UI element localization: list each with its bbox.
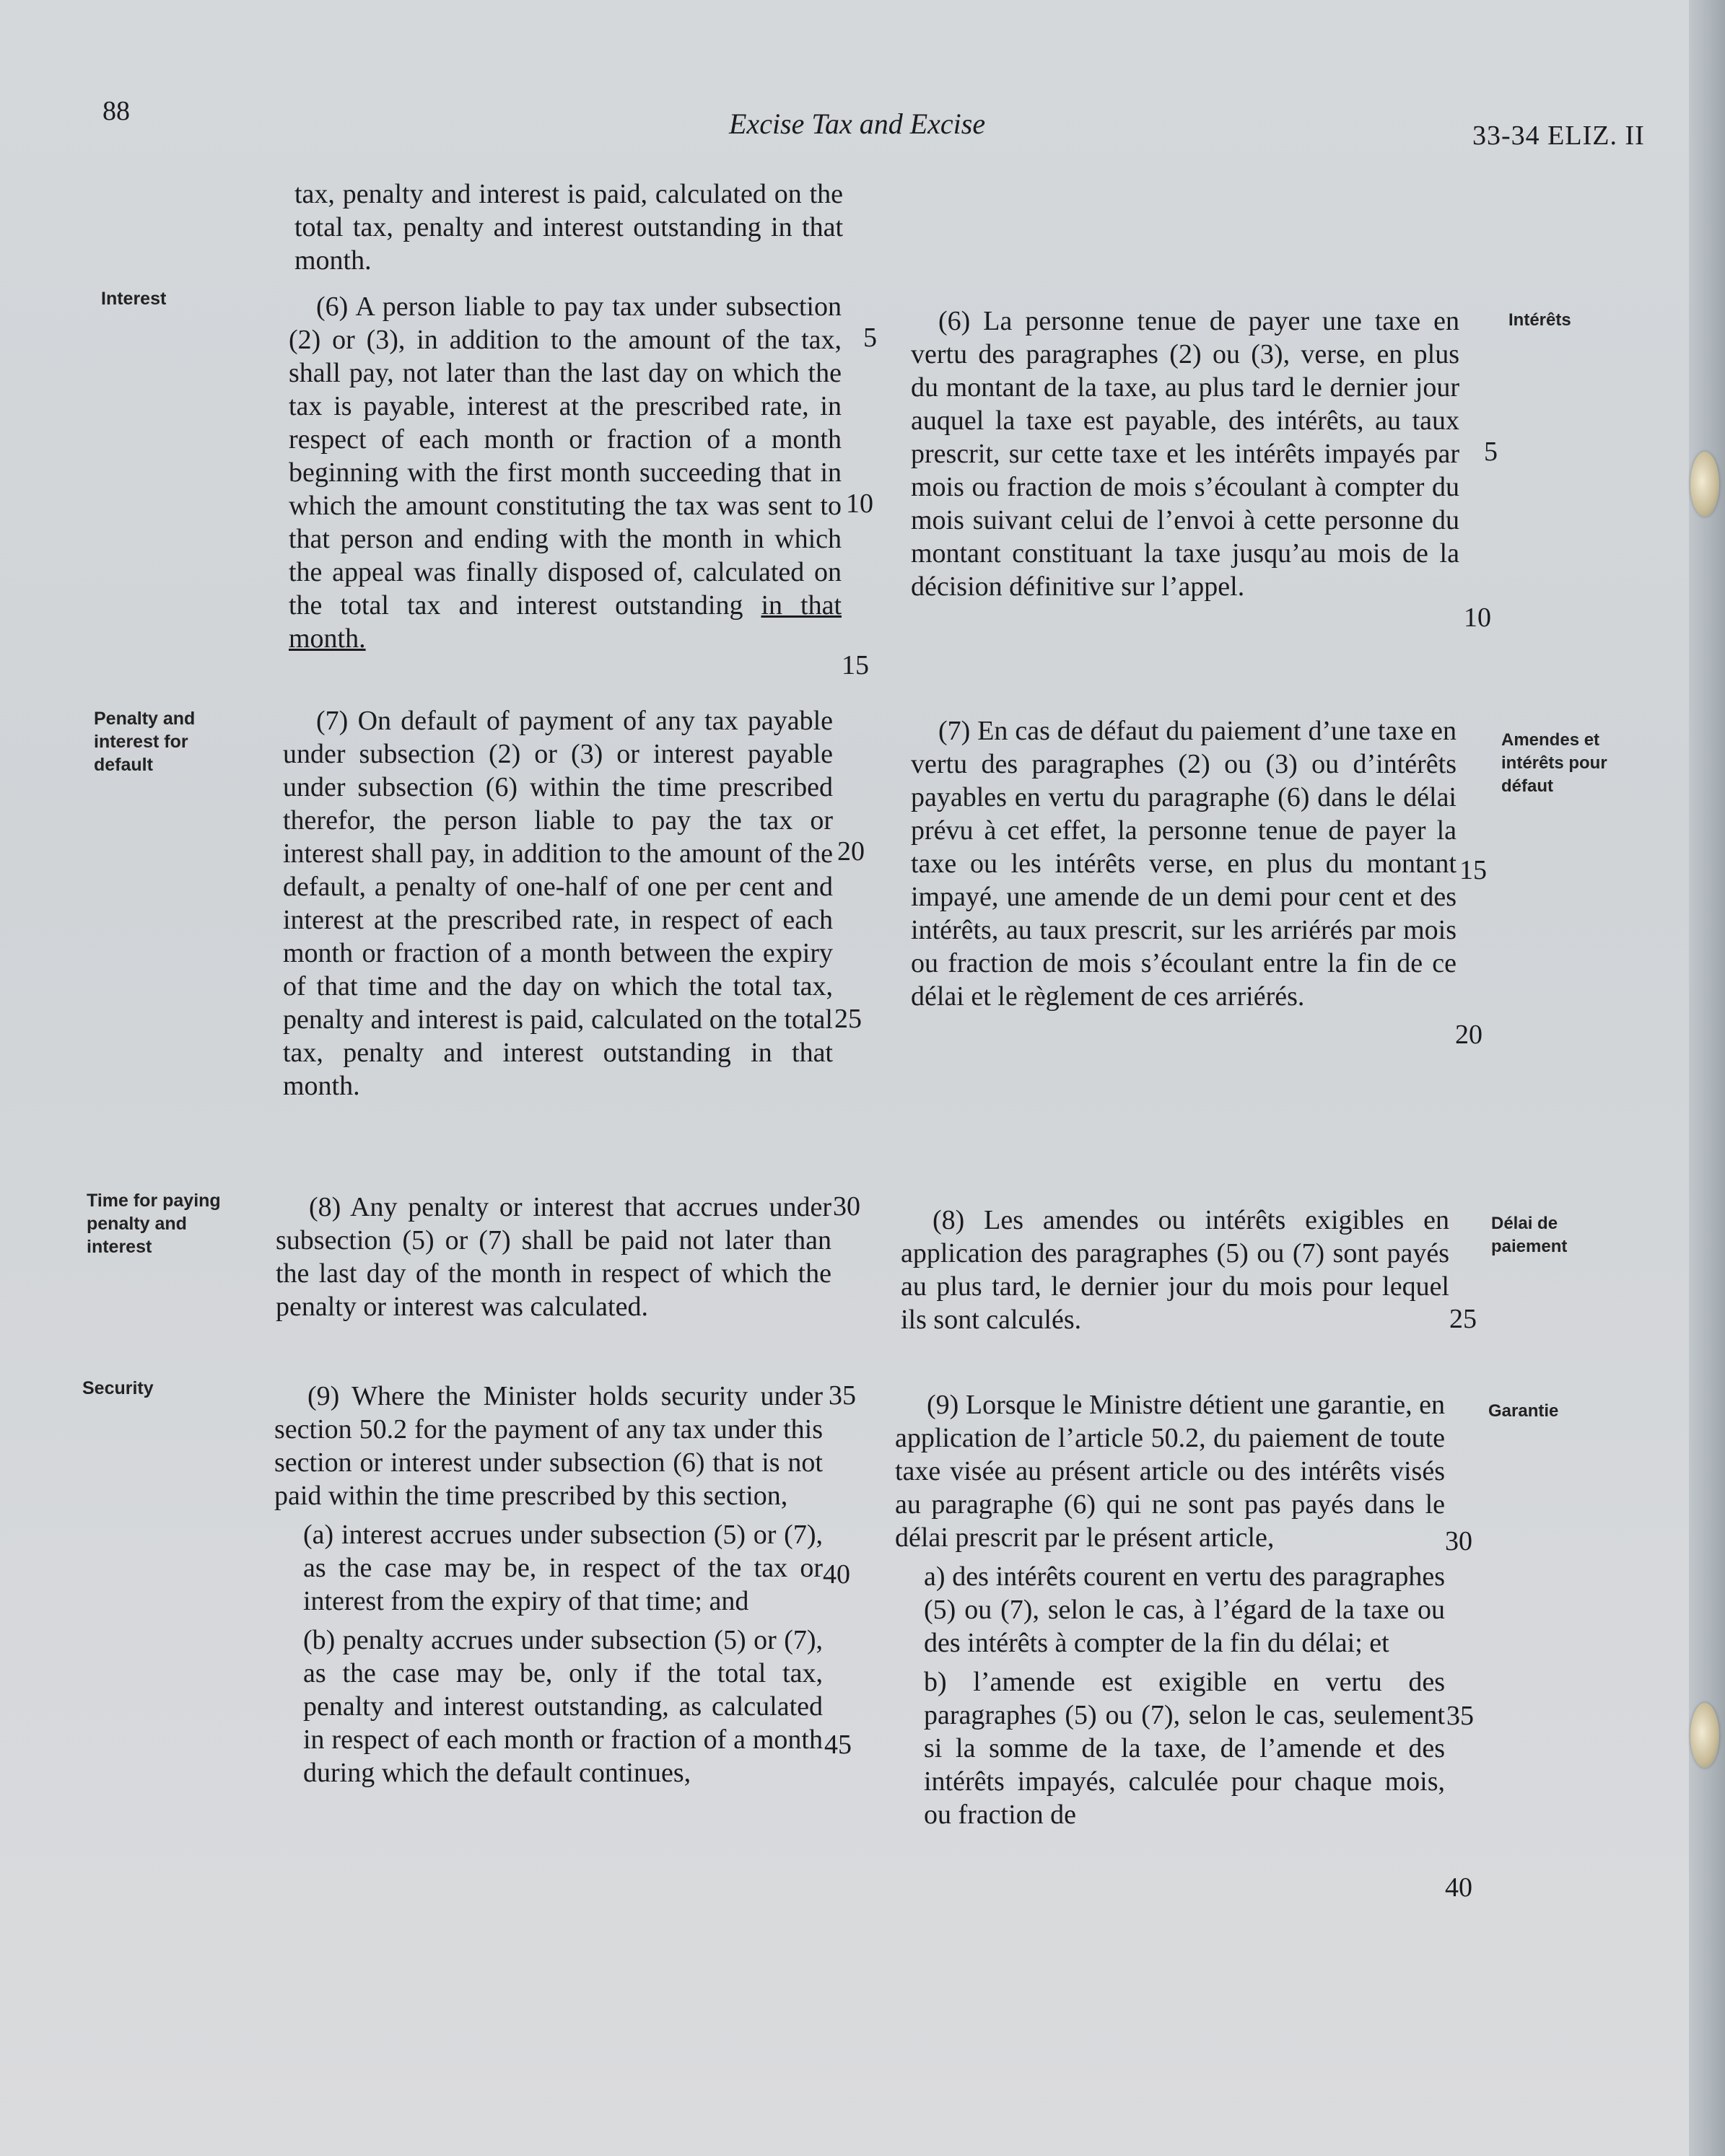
- line-number: 20: [1455, 1020, 1482, 1050]
- english-section-8: [276, 1191, 831, 1323]
- line-number: 10: [846, 488, 873, 519]
- english-section-9: [274, 1380, 823, 1789]
- paragraph-text: (a) interest accrues under subsection (5) or (7), as the case may be, in respect of the tax or interest from the expiry of that time; and: [303, 1520, 823, 1616]
- english-section-7: [283, 704, 833, 1103]
- margin-note-garantie: Garantie: [1488, 1401, 1559, 1421]
- binder-ring-icon: [1690, 1703, 1719, 1768]
- line-number: 5: [863, 323, 877, 353]
- margin-note-interets: Intérêts: [1508, 310, 1571, 330]
- line-number: 45: [824, 1730, 852, 1760]
- paragraph-text: (b) penalty accrues under subsection (5) or (7), as the case may be, only if the total tax, penalty and interest outstanding, as calculated in respect of each month or fraction of a month during which the default continues,: [303, 1625, 823, 1788]
- line-number: 35: [829, 1380, 856, 1411]
- session-label: 33-34 ELIZ. II: [1472, 120, 1645, 151]
- line-number: 15: [1459, 855, 1487, 885]
- paragraph-text: (8) Any penalty or interest that accrues under subsection (5) or (7) shall be paid not later than the last day of the month in respect of which the penalty or interest was calculated.: [276, 1192, 831, 1322]
- french-section-7: [911, 714, 1457, 1013]
- paragraph-text: (7) En cas de défaut du paiement d’une taxe en vertu des paragraphes (2) ou (3) ou d’intérêts payables en vertu du paragraphe (6) dans le délai prévu à cet effet, la personne tenue de payer la taxe ou les intérêts verse, en plus du montant impayé, une amende de un demi pour cent et des intérêts, au taux prescrit, sur les arriérés par mois ou fraction de mois s’écoulant entre la fin de ce délai et le règlement de ces arriérés.: [911, 716, 1457, 1012]
- running-title: Excise Tax and Excise: [729, 108, 986, 140]
- french-section-6: [911, 304, 1459, 603]
- line-number: 30: [1445, 1526, 1472, 1556]
- line-number: 40: [823, 1559, 850, 1590]
- line-number: 5: [1484, 437, 1498, 467]
- english-carry-over: [294, 178, 843, 277]
- margin-note-penalty: Penalty and interest for default: [94, 709, 196, 775]
- paragraph-text: (7) On default of payment of any tax payable under subsection (2) or (3) or interest payable under subsection (6) within the time prescribed therefor, the person liable to pay the tax or interest shall pay, in addition to the amount of the default, a penalty of one-half of one per cent and interest at the prescribed rate, in respect of each month or fraction of a month between the expiry of that time and the day on which the total tax, penalty and interest is paid, calculated on the total tax, penalty and interest outstanding in that month.: [283, 706, 833, 1101]
- page-edge: [1689, 0, 1725, 2156]
- margin-note-amendes: Amendes et intérêts pour défaut: [1501, 730, 1607, 796]
- paragraph-text: a) des intérêts courent en vertu des paragraphes (5) ou (7), selon le cas, à l’égard de la taxe ou des intérêts à compter de la fin du délai; et: [924, 1561, 1445, 1658]
- line-number: 25: [1449, 1304, 1477, 1334]
- underlined-text: in that month.: [289, 590, 842, 654]
- paragraph-text: b) l’amende est exigible en vertu des paragraphes (5) ou (7), selon le cas, seulement si la somme de la taxe, de l’amende et des intérêts impayés, calculée pour chaque mois, ou fraction de: [924, 1667, 1445, 1830]
- line-number: 35: [1446, 1701, 1474, 1731]
- line-number: 15: [842, 650, 869, 680]
- paragraph-text: (8) Les amendes ou intérêts exigibles en application des paragraphes (5) ou (7) sont payés au plus tard, le dernier jour du mois pour lequel ils sont calculés.: [901, 1205, 1449, 1335]
- binder-ring-icon: [1690, 452, 1719, 517]
- paragraph-text: (9) Where the Minister holds security under section 50.2 for the payment of any tax under this section or interest under subsection (6) that is not paid within the time prescribed by this section,: [274, 1381, 823, 1511]
- margin-note-time: Time for paying penalty and interest: [87, 1191, 221, 1257]
- english-section-6: [289, 290, 842, 655]
- french-section-9: [895, 1388, 1445, 1831]
- french-section-8: [901, 1204, 1449, 1336]
- margin-note-interest: Interest: [101, 289, 167, 309]
- line-number: 40: [1445, 1872, 1472, 1903]
- paragraph-text: (6) A person liable to pay tax under subsection (2) or (3), in addition to the amount of the tax, shall pay, not later than the last day on which the tax is payable, interest at the prescribed rate, in respect of each month or fraction of a month beginning with the first month succeeding that in which the amount constituting the tax was sent to that person and ending with the month in which the appeal was finally disposed of, calculated on the total tax and interest outstanding: [289, 292, 842, 621]
- page-number: 88: [102, 96, 130, 126]
- margin-note-delai: Délai de paiement: [1491, 1214, 1568, 1256]
- paragraph-text: tax, penalty and interest is paid, calculated on the total tax, penalty and interest outstanding in that month.: [294, 179, 843, 276]
- margin-note-security: Security: [82, 1378, 154, 1398]
- paragraph-text: (6) La personne tenue de payer une taxe en vertu des paragraphes (2) ou (3), verse, en plus du montant de la taxe, au plus tard le dernier jour auquel la taxe est payable, des intérêts, au taux prescrit, sur cette taxe et les intérêts impayés par mois ou fraction de mois s’écoulant à compter du mois suivant celui de l’envoi à cette personne du montant constituant la taxe jusqu’au mois de la décision définitive sur l’appel.: [911, 306, 1459, 602]
- line-number: 10: [1464, 602, 1491, 633]
- line-number: 30: [833, 1191, 860, 1222]
- line-number: 25: [834, 1004, 862, 1034]
- line-number: 20: [837, 836, 865, 867]
- paragraph-text: (9) Lorsque le Ministre détient une garantie, en application de l’article 50.2, du paiement de toute taxe visée au présent article ou des intérêts visés au paragraphe (6) qui ne sont pas payés dans le délai prescrit par le présent article,: [895, 1390, 1445, 1553]
